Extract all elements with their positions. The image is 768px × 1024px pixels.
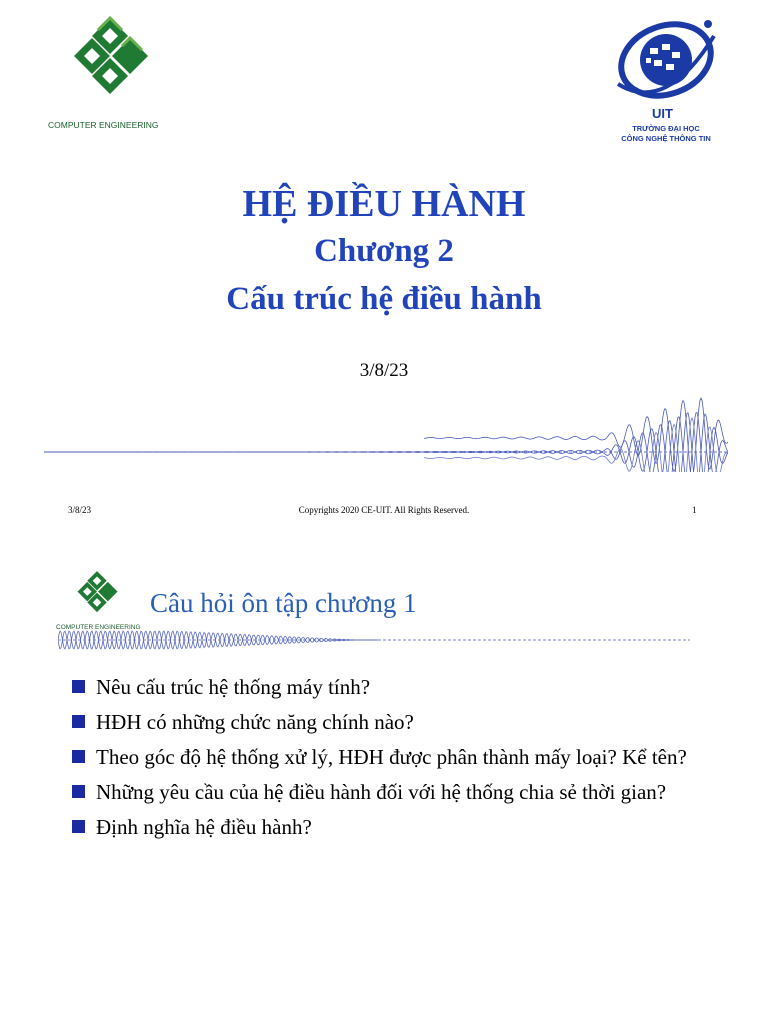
question-text: Định nghĩa hệ điều hành? [96,815,312,839]
computer-engineering-logo [48,16,176,136]
question-text: HĐH có những chức năng chính nào? [96,710,414,734]
wave-underline-icon [58,630,690,660]
question-text: Nêu cấu trúc hệ thống máy tính? [96,675,371,699]
list-item [72,707,700,738]
question-text: Những yêu cầu của hệ điều hành đối với hệ thống chia sẻ thời gian? [96,780,667,804]
course-title: HỆ ĐIỀU HÀNH [242,183,526,225]
bullet-square-icon [72,785,85,798]
uit-logo-sub1: TRƯỜNG ĐẠI HỌC [632,124,700,133]
uit-logo-name: UIT [652,106,673,121]
slide-title: Câu hỏi ôn tập chương 1 [150,588,417,618]
uit-logo-sub2: CÔNG NGHỆ THÔNG TIN [621,134,711,143]
question-text: Theo góc độ hệ thống xử lý, HĐH được phân thành mấy loại? Kể tên? [96,745,687,769]
list-item [72,742,700,773]
wave-decoration-icon [44,368,728,472]
footer-copyright: Copyrights 2020 CE-UIT. All Rights Reserved. [298,505,470,515]
title-block [0,180,768,324]
bullet-square-icon [72,820,85,833]
list-item [72,777,700,808]
ce-logo-small-caption: COMPUTER ENGINEERING [56,624,141,631]
chapter-number: Chương 2 [314,233,454,269]
list-item [72,812,700,843]
slide-date: 3/8/23 [359,360,409,381]
computer-engineering-logo-small [56,570,146,636]
bullet-square-icon [72,680,85,693]
bullet-square-icon [72,715,85,728]
uit-logo [610,14,730,146]
footer-date: 3/8/23 [68,505,92,515]
ce-emblem-small-icon [70,570,124,624]
bullet-square-icon [72,750,85,763]
uit-globe-icon [610,14,722,110]
chapter-title: Cấu trúc hệ điều hành [226,281,542,317]
footer-page-number: 1 [692,505,697,515]
slide-review-questions [0,548,768,1024]
ce-emblem-icon [68,16,152,116]
list-item [72,672,700,703]
question-list [72,672,700,847]
ce-logo-caption: COMPUTER ENGINEERING [48,120,159,130]
